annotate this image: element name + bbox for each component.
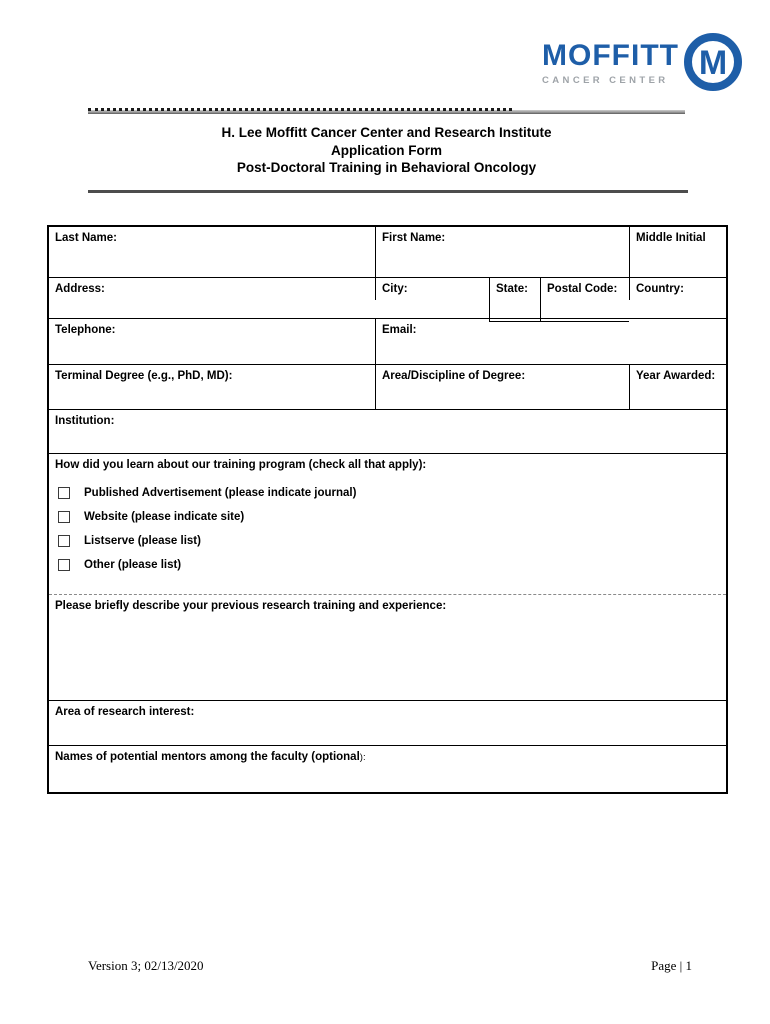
moffitt-logo-text <box>542 41 679 86</box>
table-row <box>49 594 726 700</box>
how-did-you-learn-question: How did you learn about our training program (check all that apply): <box>55 459 427 471</box>
institution-field[interactable] <box>49 410 726 453</box>
address-label: Address: <box>55 283 105 295</box>
country-field[interactable] <box>629 278 726 300</box>
moffitt-logo <box>542 33 742 91</box>
country-label: Country: <box>636 283 684 295</box>
moffitt-m-icon <box>684 33 742 91</box>
moffitt-subtitle: CANCER CENTER <box>542 75 669 86</box>
checkbox-listserve[interactable] <box>58 535 70 547</box>
table-row <box>49 745 726 792</box>
postal-code-label: Postal Code: <box>547 283 618 295</box>
checkbox-published-advertisement[interactable] <box>58 487 70 499</box>
state-field[interactable] <box>489 278 540 322</box>
footer-version: Version 3; 02/13/2020 <box>88 958 204 973</box>
last-name-field[interactable] <box>49 227 375 277</box>
city-label: City: <box>382 283 408 295</box>
table-row <box>49 318 726 364</box>
table-row <box>49 277 726 318</box>
area-discipline-label: Area/Discipline of Degree: <box>382 370 526 382</box>
form-title <box>88 124 685 177</box>
city-field[interactable] <box>375 278 489 300</box>
option-published-advertisement <box>58 486 720 499</box>
email-label: Email: <box>382 324 417 336</box>
table-row <box>49 364 726 409</box>
header-rule-top-dots <box>88 108 512 111</box>
table-row <box>49 409 726 453</box>
table-row <box>49 227 726 277</box>
last-name-label: Last Name: <box>55 232 117 244</box>
header-rule-top <box>88 110 685 114</box>
application-form-table <box>47 225 728 794</box>
middle-initial-field[interactable] <box>629 227 726 277</box>
address-field[interactable] <box>49 278 375 300</box>
checkbox-label: Other (please list) <box>84 558 182 571</box>
how-did-you-learn-options <box>58 486 720 571</box>
year-awarded-field[interactable] <box>629 365 726 409</box>
checkbox-label: Listserve (please list) <box>84 534 201 547</box>
telephone-label: Telephone: <box>55 324 116 336</box>
state-label: State: <box>496 283 528 295</box>
institution-label: Institution: <box>55 415 115 427</box>
option-other <box>58 558 720 571</box>
area-discipline-field[interactable] <box>375 365 629 409</box>
moffitt-wordmark: MOFFITT <box>542 39 679 72</box>
table-row <box>49 700 726 745</box>
how-did-you-learn-section <box>49 453 726 594</box>
checkbox-other[interactable] <box>58 559 70 571</box>
research-interest-field[interactable] <box>49 701 726 745</box>
option-listserve <box>58 534 720 547</box>
potential-mentors-label-suffix: ): <box>359 752 366 763</box>
first-name-label: First Name: <box>382 232 446 244</box>
middle-initial-label: Middle Initial <box>636 232 706 244</box>
footer-page-number: Page | 1 <box>651 958 692 973</box>
previous-research-field[interactable] <box>49 595 726 700</box>
research-interest-label: Area of research interest: <box>55 706 195 718</box>
header-rule-bottom <box>88 190 688 193</box>
first-name-field[interactable] <box>375 227 629 277</box>
email-field[interactable] <box>375 319 726 364</box>
svg-text:M: M <box>698 44 728 82</box>
form-title-line1: H. Lee Moffitt Cancer Center and Research Institute <box>221 125 552 140</box>
postal-code-field[interactable] <box>540 278 629 322</box>
form-title-line3: Post-Doctoral Training in Behavioral Oncology <box>236 160 537 175</box>
option-website <box>58 510 720 523</box>
terminal-degree-label: Terminal Degree (e.g., PhD, MD): <box>55 370 233 382</box>
year-awarded-label: Year Awarded: <box>636 370 716 382</box>
telephone-field[interactable] <box>49 319 375 364</box>
potential-mentors-label: Names of potential mentors among the faculty (optional <box>55 751 360 763</box>
checkbox-website[interactable] <box>58 511 70 523</box>
potential-mentors-field[interactable] <box>49 746 726 792</box>
form-title-line2: Application Form <box>331 142 442 158</box>
previous-research-label: Please briefly describe your previous research training and experience: <box>55 600 447 612</box>
checkbox-label: Published Advertisement (please indicate journal) <box>84 486 357 499</box>
checkbox-label: Website (please indicate site) <box>84 510 245 523</box>
terminal-degree-field[interactable] <box>49 365 375 409</box>
